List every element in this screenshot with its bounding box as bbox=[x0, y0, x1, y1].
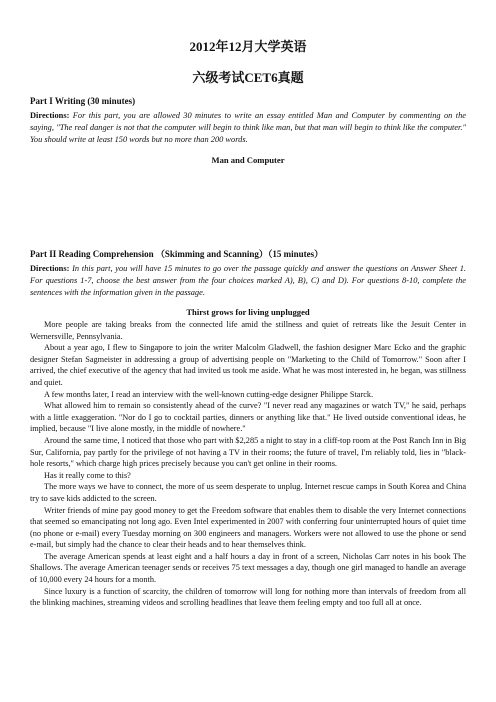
part1-directions-text: For this part, you are allowed 30 minutes to write an essay entitled Man and Computer by commenting on the saying, "The real danger is not that the computer will begin to think like man, but that man will begin to think like the computer." You should write at least 150 words but no more than 200 words. bbox=[30, 111, 466, 144]
part1-directions-label: Directions: bbox=[30, 111, 70, 120]
paragraph: Around the same time, I noticed that those who part with $2,285 a night to stay in a cliff-top room at the Post Ranch Inn in Big Sur, California, pay partly for the privilege of not having a TV in their rooms; the future of travel, I'm reliably told, lies in "black-hole resorts," which charge high prices precisely because you can't get online in their rooms. bbox=[30, 435, 466, 469]
paragraph: Has it really come to this? bbox=[44, 470, 131, 480]
paragraph: More people are taking breaks from the connected life amid the stillness and quiet of retreats like the Jesuit Center in Wernersville, Pennsylvania. bbox=[30, 320, 466, 341]
paragraph: About a year ago, I flew to Singapore to join the writer Malcolm Gladwell, the fashion designer Marc Ecko and the graphic designer Stefan Sagmeister in addressing a group of advertising people on "Marketing to the Child of Tomorrow." Soon after I arrived, the chief executive of the agency that had invited us took me aside. What he was most interested in, he began, was stillness and quiet. bbox=[30, 343, 466, 387]
part2-heading: Part II Reading Comprehension （Skimming and Scanning）（15 minutes） bbox=[30, 249, 324, 259]
paragraph: A few months later, I read an interview with the well-known cutting-edge designer Philippe Starck. bbox=[44, 389, 374, 399]
part1-directions bbox=[30, 110, 466, 146]
passage-title: Thirst grows for living unplugged bbox=[186, 307, 310, 317]
paragraph: Since luxury is a function of scarcity, the children of tomorrow will long for nothing more than intervals of freedom from all the blinking machines, streaming videos and scrolling headlines that leave them feeling empty and too full all at once. bbox=[30, 586, 466, 608]
paragraph: What allowed him to remain so consistently ahead of the curve? "I never read any magazines or watch TV," he said, perhaps with a little exaggeration. "Nor do I go to cocktail parties, dinners or anything like that." He lived outside conventional ideas, he implied, because "I live alone mostly, in the middle of nowhere." bbox=[30, 401, 466, 434]
part2-directions bbox=[30, 263, 466, 299]
passage-body bbox=[30, 319, 466, 609]
essay-title: Man and Computer bbox=[211, 155, 285, 165]
part2-directions-label: Directions: bbox=[30, 264, 70, 273]
part2-directions-text: In this part, you will have 15 minutes to go over the passage quickly and answer the questions on Answer Sheet 1. For questions 1-7, choose the best answer from the four choices marked A), B), C) and D). For questions 8-10, complete the sentences with the information given in the passage. bbox=[30, 264, 467, 297]
paragraph: The average American spends at least eight and a half hours a day in front of a screen, Nicholas Carr notes in his book The Shallows. The average American teenager sends or receives 75 text messages a day, though one girl managed to handle an average of 10,000 every 24 hours for a month. bbox=[30, 551, 466, 585]
paragraph: Writer friends of mine pay good money to get the Freedom software that enables them to disable the very Internet connections that seemed so emancipating not long ago. Even Intel experimented in 2007 with conferring four uninterrupted hours of quiet time (no phone or e-mail) every Tuesday morning on 300 engineers and managers. Workers were not allowed to use the phone or send e-mail, but simply had the chance to clear their heads and to hear themselves think. bbox=[30, 505, 466, 550]
exam-title: 2012年12月大学英语 bbox=[189, 39, 307, 54]
exam-subtitle: 六级考试CET6真题 bbox=[192, 70, 304, 85]
paragraph: The more ways we have to connect, the more of us seem desperate to unplug. Internet rescue camps in South Korea and China try to save kids addicted to the screen. bbox=[30, 482, 466, 503]
part1-heading: Part I Writing (30 minutes) bbox=[30, 96, 136, 106]
